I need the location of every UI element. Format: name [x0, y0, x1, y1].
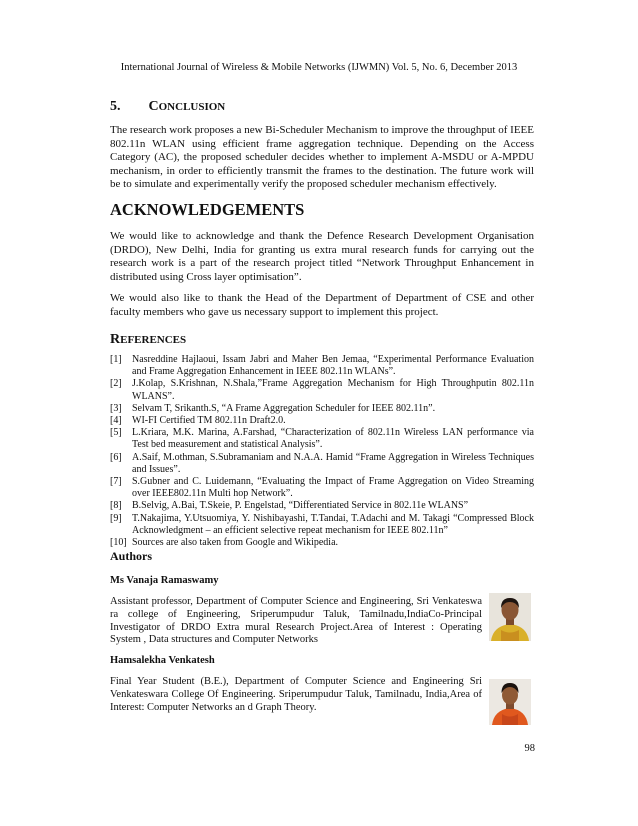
section-number: 5. — [110, 99, 121, 114]
reference-number: [4] — [110, 415, 122, 427]
reference-text: Sources are also taken from Google and Wikipedia. — [132, 537, 339, 549]
reference-text: Nasreddine Hajlaoui, Issam Jabri and Maher Ben Jemaa, “Experimental Performance Evaluation and Frame Aggregation Enhancement in IEEE 802.11n WLANs”. — [132, 354, 534, 378]
reference-text: WI-FI Certified TM 802.11n Draft2.0. — [132, 415, 286, 427]
heading-rest: EFERENCES — [120, 334, 187, 346]
reference-text: J.Kolap, S.Krishnan, N.Shala,”Frame Aggregation Mechanism for High Throughputin 802.11n WLANS”. — [132, 378, 534, 402]
reference-item — [110, 427, 534, 451]
author-photo — [489, 679, 531, 725]
reference-number: [3] — [110, 402, 122, 414]
acknowledgements-paragraph-2: We would also like to thank the Head of the Department of Department of CSE and other faculty members who gave us necessary support to implement this project. — [110, 292, 534, 318]
reference-number: [10] — [110, 537, 127, 549]
page-number: 98 — [524, 743, 535, 754]
reference-item — [110, 500, 534, 512]
references-heading — [110, 330, 186, 348]
reference-number: [8] — [110, 500, 122, 512]
section-conclusion-heading — [110, 97, 225, 115]
reference-text: Selvam T, Srikanth.S, “A Frame Aggregation Scheduler for IEEE 802.11n”. — [132, 402, 436, 414]
author-name: Hamsalekha Venkatesh — [110, 655, 215, 666]
reference-item — [110, 537, 534, 549]
reference-item — [110, 513, 534, 537]
reference-item — [110, 378, 534, 402]
reference-item — [110, 415, 534, 427]
portrait-icon — [489, 593, 531, 641]
reference-text: B.Selvig, A.Bai, T.Skeie, P. Engelstad, “Differentiated Service in 802.11e WLANS” — [132, 500, 469, 512]
reference-number: [9] — [110, 512, 122, 524]
heading-rest: ONCLUSION — [158, 101, 226, 113]
reference-number: [6] — [110, 451, 122, 463]
reference-number: [5] — [110, 427, 122, 439]
reference-number: [2] — [110, 378, 122, 390]
running-header: International Journal of Wireless & Mobile Networks (IJWMN) Vol. 5, No. 6, December 2013 — [120, 62, 518, 73]
reference-text: S.Gubner and C. Luidemann, “Evaluating the Impact of Frame Aggregation on Video Streaming over IEEE802.11n Multi hop Network”. — [132, 476, 534, 500]
reference-item — [110, 354, 534, 378]
reference-text: A.Saif, M.othman, S.Subramaniam and N.A.A. Hamid “Frame Aggregation in Wireless Techniques and Issues”. — [132, 451, 534, 475]
reference-number: [7] — [110, 476, 122, 488]
author-bio: Assistant professor, Department of Computer Science and Engineering, Sri Venkateswa ra college of Engineering, Sriperumpudur Taluk, Tamilnadu,IndiaCo-Principal Investigator of DRDO Extra mural Research Project.Area of Interest : Operating System , Data structures and Computer Networks — [110, 596, 482, 646]
acknowledgements-heading: ACKNOWLEDGEMENTS — [110, 200, 305, 219]
reference-item — [110, 403, 534, 415]
acknowledgements-paragraph-1: We would like to acknowledge and thank the Defence Research Development Organisation (DRDO), New Delhi, India for granting us extra mural research funds for carrying out the research work is a part of the research project titled “Network Throughput Enhancement in distributed using Cross layer optimisation”. — [110, 230, 534, 283]
heading-initial: R — [110, 332, 121, 347]
portrait-icon — [489, 679, 531, 725]
heading-initial: C — [148, 99, 159, 114]
author-name: Ms Vanaja Ramaswamy — [110, 575, 219, 586]
reference-list — [110, 354, 534, 549]
reference-text: L.Kriara, M.K. Marina, A.Farshad, “Characterization of 802.11n Wireless LAN performance via Test bed measurement and statistical Analysis”. — [132, 427, 534, 451]
reference-item — [110, 476, 534, 500]
author-bio: Final Year Student (B.E.), Department of Computer Science and Engineering Sri Venkateswara College Of Engineering. Sriperumpudur Taluk, Tamilnadu, India,Area of Interest: Computer Networks an d Graph Theory. — [110, 676, 482, 713]
reference-number: [1] — [110, 354, 122, 365]
reference-text: T.Nakajima, Y.Utsuomiya, Y. Nishibayashi, T.Tandai, T.Adachi and M. Takagi “Compressed Block Acknowledgment – an efficient selective repeat mechanism for IEEE 802.11n” — [132, 512, 534, 536]
authors-heading: Authors — [110, 549, 153, 563]
reference-item — [110, 452, 534, 476]
conclusion-paragraph: The research work proposes a new Bi-Scheduler Mechanism to improve the throughput of IEEE 802.11n WLAN using efficient frame aggregation technique. Depending on the Access Category (AC), the proposed scheduler decides whether to implement A-MSDU or A-MPDU mechanism, in order to efficiently transmit the frames to the destination. The future work will be to simulate and experimentally verify the proposed scheduler mechanism effectively. — [110, 124, 534, 190]
author-photo — [489, 593, 531, 641]
